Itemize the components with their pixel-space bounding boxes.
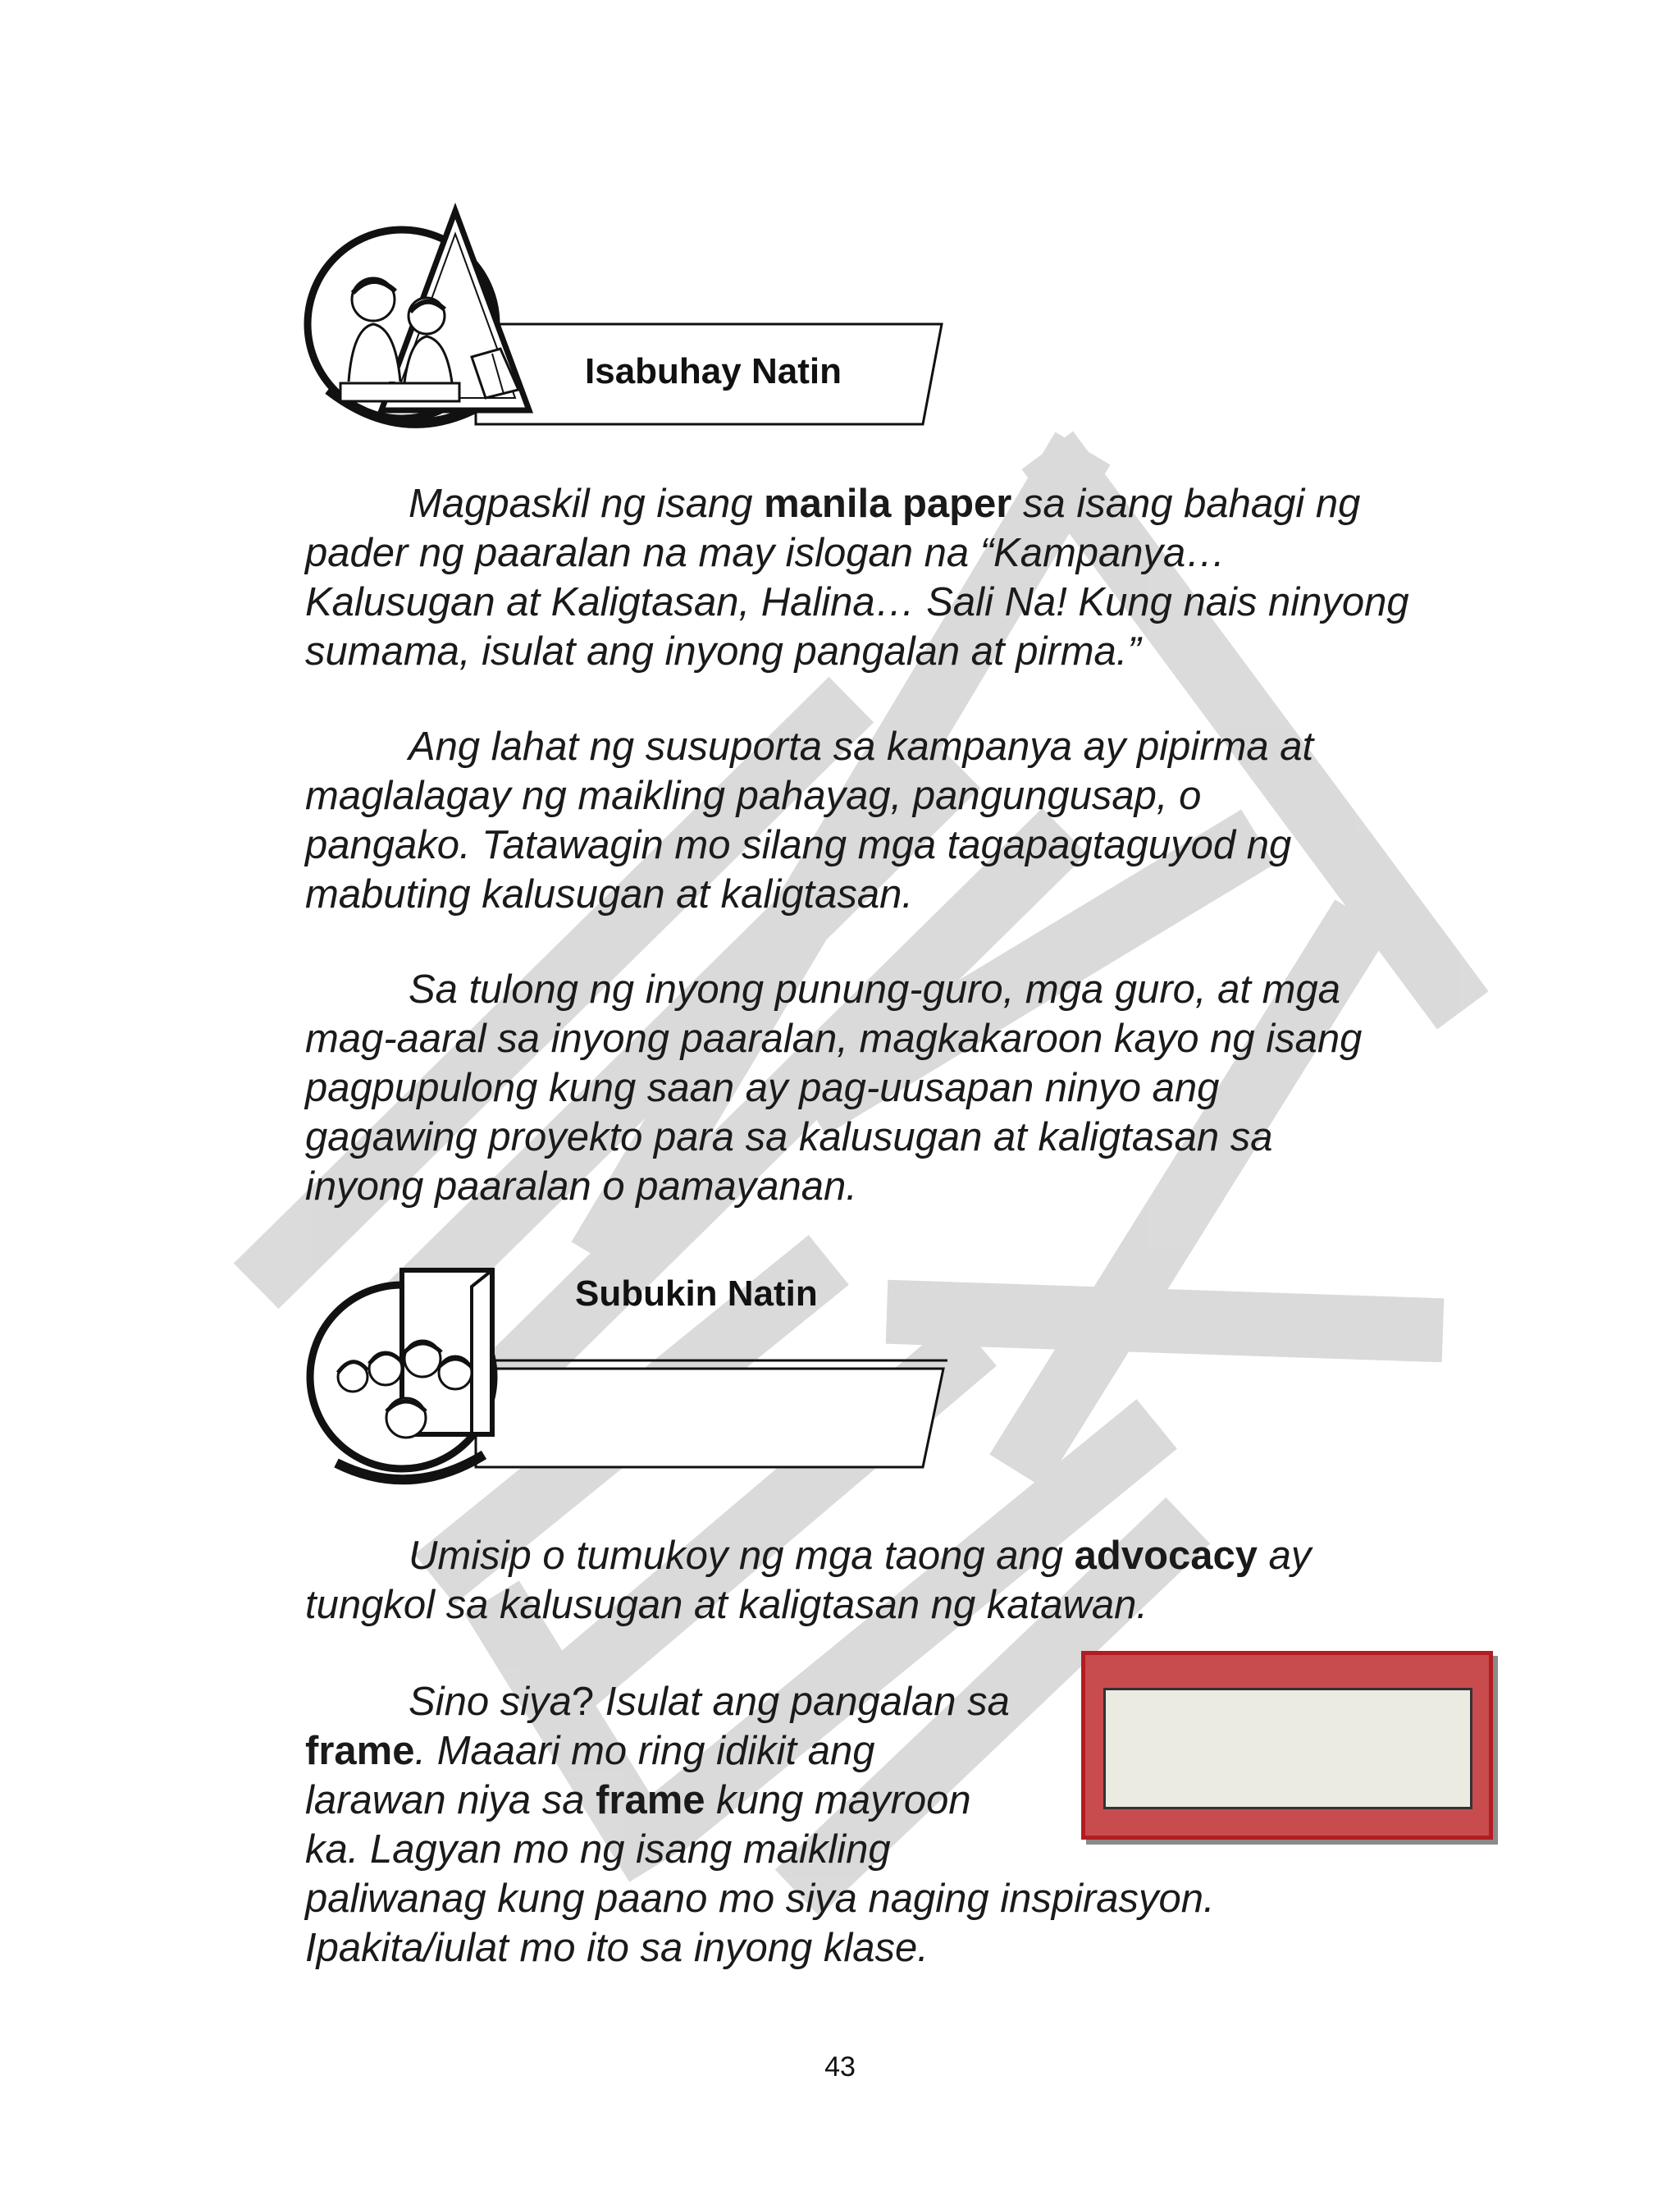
- bold-term: manila paper: [764, 482, 1012, 526]
- isabuhay-natin-header: [304, 201, 952, 439]
- text-run: Isulat ang pangalan sa: [594, 1680, 1010, 1724]
- paragraph-line: pader ng paaralan na may islogan na “Kampanya…: [305, 531, 1226, 575]
- paragraph-line: Ipakita/iulat mo ito sa inyong klase.: [305, 1926, 929, 1970]
- section-title: Subukin Natin: [575, 1273, 818, 1314]
- paragraph-line: Sa tulong ng inyong punung-guro, mga guro, at mga: [409, 967, 1340, 1012]
- paragraph-line: mabuting kalusugan at kaligtasan.: [305, 872, 913, 917]
- paragraph-line: tungkol sa kalusugan at kaligtasan ng katawan.: [305, 1583, 1148, 1627]
- paragraph-line: sumama, isulat ang inyong pangalan at pirma.”: [305, 629, 1141, 674]
- text-run: Sino siya: [409, 1680, 572, 1724]
- paragraph-4: [305, 1531, 1478, 1630]
- paragraph-line: mag-aaral sa inyong paaralan, magkakaroon kayo ng isang: [305, 1017, 1363, 1061]
- text-run: ay: [1258, 1534, 1312, 1578]
- text-run: Magpaskil ng isang: [409, 482, 765, 526]
- text-run: Umisip o tumukoy ng mga taong ang: [409, 1534, 1075, 1578]
- subukin-natin-header: [304, 1262, 952, 1492]
- text-run: larawan niya sa: [305, 1778, 596, 1822]
- paragraph-2: [305, 722, 1478, 919]
- paragraph-line: paliwanag kung paano mo siya naging inspirasyon.: [305, 1877, 1215, 1921]
- picture-frame: [1081, 1651, 1493, 1840]
- frame-name-area: [1103, 1688, 1472, 1809]
- text-run: ?: [571, 1680, 595, 1724]
- isabuhay-illustration: [304, 201, 952, 439]
- bold-term: frame: [305, 1729, 415, 1773]
- paragraph-line: Ang lahat ng susuporta sa kampanya ay pipirma at: [409, 725, 1314, 769]
- text-run: sa isang bahagi ng: [1011, 482, 1361, 526]
- paragraph-line: pagpupulong kung saan ay pag-uusapan ninyo ang: [305, 1066, 1220, 1110]
- bold-term: frame: [596, 1778, 705, 1822]
- paragraph-line: gagawing proyekto para sa kalusugan at kaligtasan sa: [305, 1115, 1273, 1159]
- page-number: 43: [824, 2051, 856, 2083]
- text-run: kung mayroon: [705, 1778, 971, 1822]
- paragraph-line: pangako. Tatawagin mo silang mga tagapagtaguyod ng: [305, 823, 1292, 867]
- text-run: . Maaari mo ring idikit ang: [414, 1729, 875, 1773]
- paragraph-line: maglalagay ng maikling pahayag, pangungusap, o: [305, 774, 1202, 818]
- paragraph-line: [305, 479, 1478, 528]
- paragraph-line: inyong paaralan o pamayanan.: [305, 1164, 857, 1209]
- paragraph-line: Kalusugan at Kaligtasan, Halina… Sali Na! Kung nais ninyong: [305, 580, 1409, 624]
- section-title: Isabuhay Natin: [585, 351, 842, 391]
- paragraph-line: [305, 1531, 1478, 1580]
- bold-term: advocacy: [1074, 1534, 1258, 1578]
- paragraph-1: [305, 479, 1478, 676]
- paragraph-3: [305, 965, 1478, 1211]
- paragraph-line: ka. Lagyan mo ng isang maikling: [305, 1827, 891, 1872]
